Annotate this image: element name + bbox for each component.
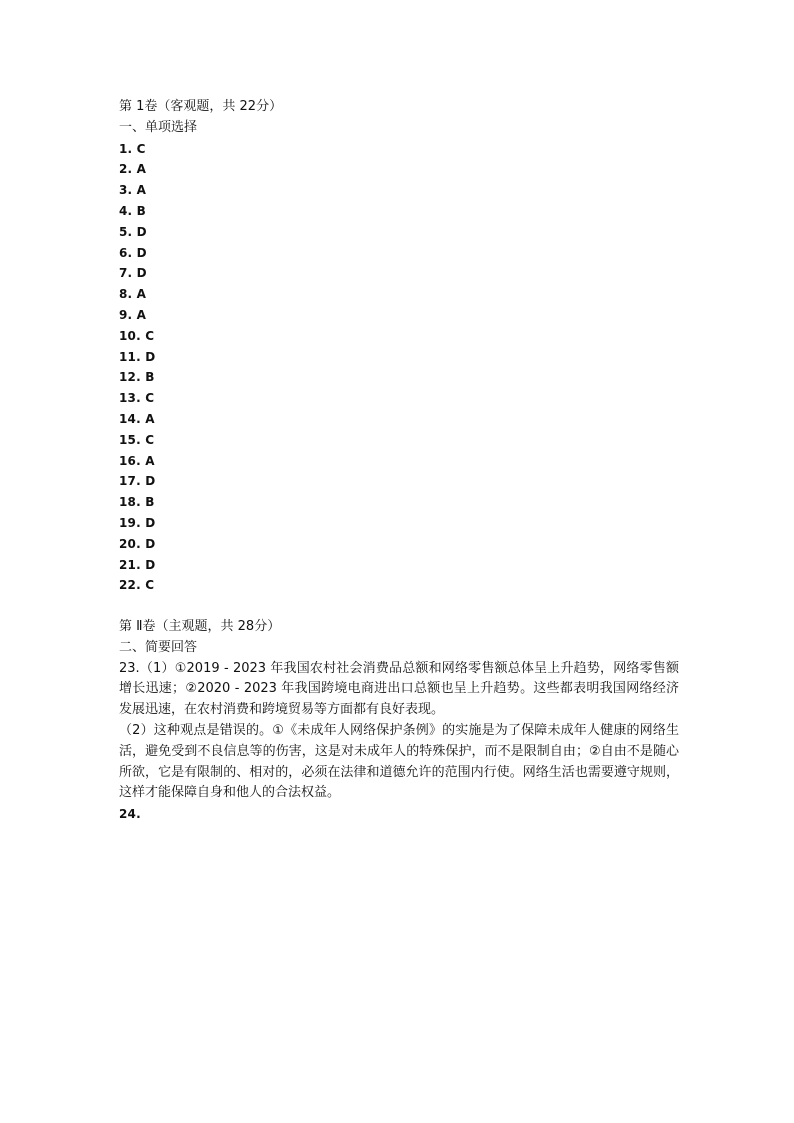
answer-item: 5. D <box>119 224 147 239</box>
answer-item: 21. D <box>119 557 156 572</box>
section2-subtitle: 二、简要回答 <box>119 639 198 655</box>
section1-subtitle: 一、单项选择 <box>119 119 198 135</box>
section2-title: 第 Ⅱ卷（主观题，共 28分） <box>119 618 281 634</box>
answer-item: 10. C <box>119 328 155 343</box>
answer-item: 12. B <box>119 370 155 385</box>
q23-part1: 23.（1）①2019 - 2023 年我国农村社会消费品总额和网络零售额总体呈上升趋势，网络零售额增长迅速；②2020 - 2023 年我国跨境电商进出口总额也呈上升趋势。这些都表明我国网络经济发展迅速，在农村消费和跨境贸易等方面都有良好表现。 <box>119 660 679 718</box>
answer-item: 13. C <box>119 391 155 406</box>
answer-item: 6. D <box>119 245 147 260</box>
section1-title: 第 1卷（客观题，共 22分） <box>119 99 283 114</box>
answer-item: 14. A <box>119 411 155 426</box>
q24-label: 24. <box>119 807 141 822</box>
answer-item: 19. D <box>119 515 156 530</box>
answer-item: 9. A <box>119 307 147 322</box>
answer-item: 17. D <box>119 474 156 489</box>
answer-content <box>119 97 679 825</box>
answer-item: 15. C <box>119 432 155 447</box>
answer-item: 16. A <box>119 453 155 468</box>
answer-item: 1. C <box>119 141 146 156</box>
answer-item: 3. A <box>119 183 147 198</box>
answer-item: 20. D <box>119 536 156 551</box>
section-gap <box>119 596 679 617</box>
q23-part2: （2）这种观点是错误的。①《未成年人网络保护条例》的实施是为了保障未成年人健康的网络生活，避免受到不良信息等的伤害，这是对未成年人的特殊保护，而不是限制自由；②自由不是随心所欲，它是有限制的、相对的，必须在法律和道德允许的范围内行使。网络生活也需要遵守规则，这样才能保障自身和他人的合法权益。 <box>119 722 679 801</box>
answer-item: 18. B <box>119 495 155 510</box>
answer-item: 22. C <box>119 578 155 593</box>
answer-item: 8. A <box>119 287 147 302</box>
answer-list <box>119 139 679 597</box>
answer-item: 7. D <box>119 266 147 281</box>
answer-item: 4. B <box>119 203 147 218</box>
answer-item: 11. D <box>119 349 156 364</box>
answer-item: 2. A <box>119 162 147 177</box>
